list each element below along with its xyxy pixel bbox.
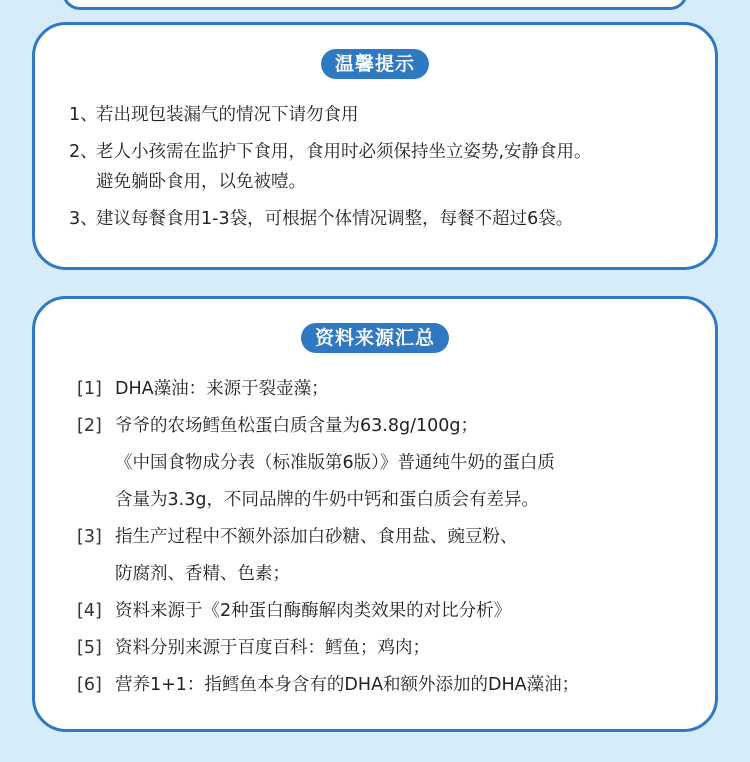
list-item-number: [1] (77, 379, 102, 399)
list-item-text (96, 204, 695, 234)
text-line: 含量为3.3g，不同品牌的牛奶中钙和蛋白质会有差异。 (115, 490, 539, 510)
text-line: 建议每餐食用1-3袋，可根据个体情况调整，每餐不超过6袋。 (96, 209, 574, 229)
list-item-number: 2、 (69, 142, 98, 162)
text-line: 资料分别来源于百度百科：鳕鱼；鸡肉； (115, 638, 430, 658)
text-line: 资料来源于《2种蛋白酶酶解肉类效果的对比分析》 (115, 601, 512, 621)
list-item (77, 408, 695, 519)
list-item-number: [4] (77, 601, 102, 621)
list-item (77, 593, 695, 630)
list-item (77, 667, 695, 704)
list-item-text (115, 593, 695, 630)
list-item-text (115, 630, 695, 667)
text-line: DHA藻油：来源于裂壶藻； (115, 379, 329, 399)
list-item-number: [5] (77, 638, 102, 658)
text-line: 爷爷的农场鳕鱼松蛋白质含量为63.8g/100g； (115, 416, 478, 436)
list-item-number: [2] (77, 416, 102, 436)
list-item-text (96, 100, 695, 130)
list-item-text (115, 667, 695, 704)
tips-list (69, 100, 695, 241)
list-item (69, 137, 695, 197)
list-item (77, 371, 695, 408)
text-line: 《中国食物成分表（标准版第6版）》普通纯牛奶的蛋白质 (115, 453, 555, 473)
text-line: 营养1+1：指鳕鱼本身含有的DHA和额外添加的DHA藻油； (115, 675, 580, 695)
list-item-number: [3] (77, 527, 102, 547)
list-item-text (115, 371, 695, 408)
sources-card (32, 296, 718, 732)
list-item (69, 100, 695, 130)
previous-card-edge (62, 0, 688, 10)
list-item-text (115, 408, 695, 519)
text-line: 防腐剂、香精、色素； (115, 564, 290, 584)
tips-card (32, 22, 718, 270)
sources-list (77, 371, 695, 704)
text-line: 老人小孩需在监护下食用，食用时必须保持坐立姿势,安静食用。 (96, 142, 592, 162)
list-item (69, 204, 695, 234)
list-item (77, 630, 695, 667)
text-line: 指生产过程中不额外添加白砂糖、食用盐、豌豆粉、 (115, 527, 518, 547)
list-item-text (96, 137, 695, 197)
list-item-number: 3、 (69, 209, 98, 229)
list-item-text (115, 519, 695, 593)
text-line: 若出现包装漏气的情况下请勿食用 (96, 105, 359, 125)
list-item-number: [6] (77, 675, 102, 695)
sources-title-badge: 资料来源汇总 (301, 323, 449, 353)
text-line: 避免躺卧食用，以免被噎。 (96, 172, 306, 192)
tips-title-badge: 温馨提示 (321, 49, 429, 79)
list-item-number: 1、 (69, 105, 98, 125)
list-item (77, 519, 695, 593)
